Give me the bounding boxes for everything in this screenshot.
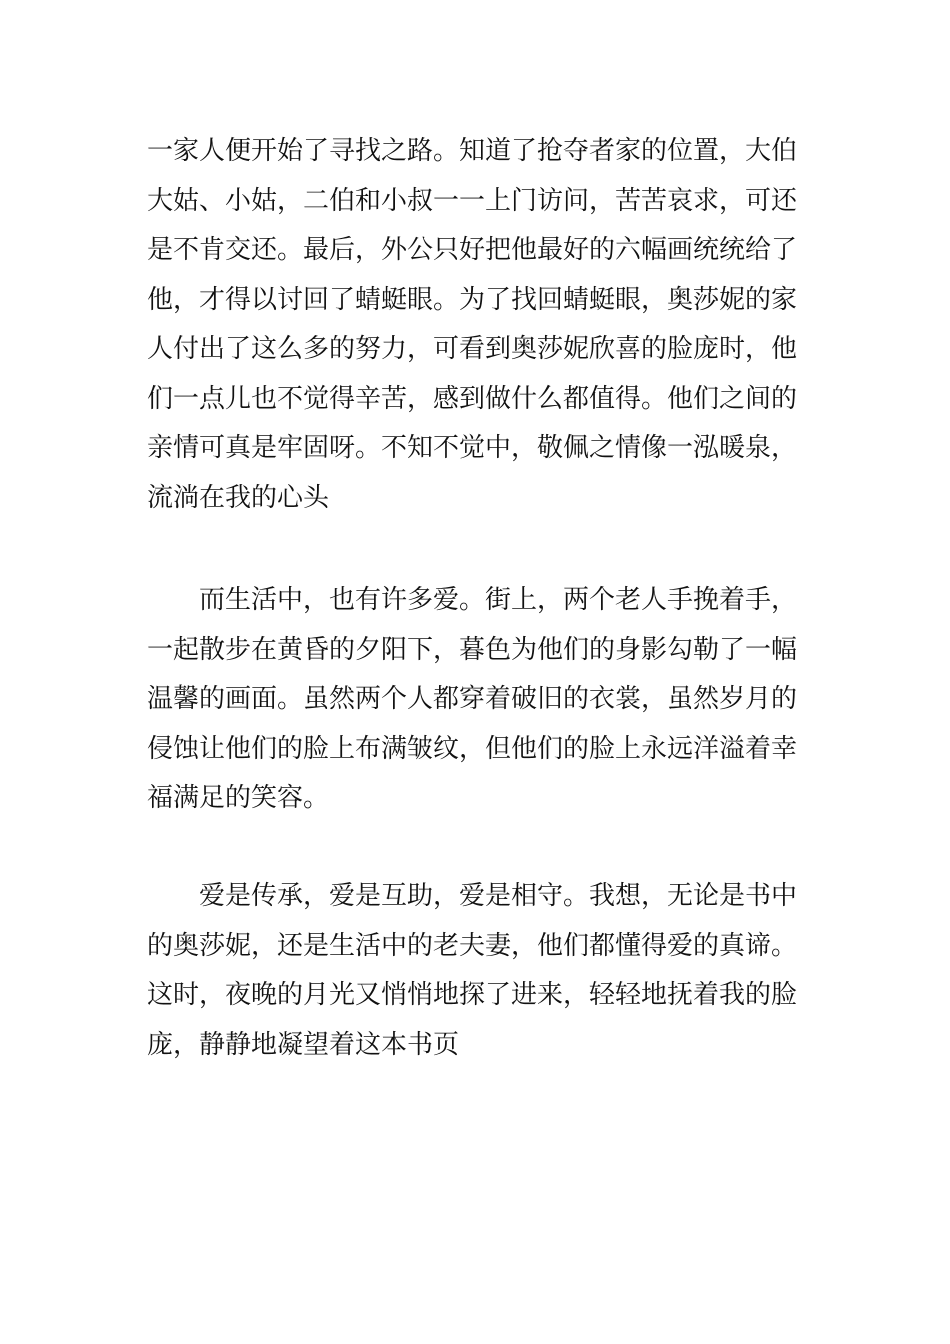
text-line: 人付出了这么多的努力，可看到奥莎妮欣喜的脸庞时，他 xyxy=(147,334,798,364)
text-line: 一起散步在黄昏的夕阳下，暮色为他们的身影勾勒了一幅 xyxy=(147,634,798,665)
text-line: 福满足的笑容。 xyxy=(147,783,330,813)
text-line: 一家人便开始了寻找之路。知道了抢夺者家的位置，大伯 xyxy=(147,136,798,166)
text-line: 这时，夜晚的月光又悄悄地探了进来，轻轻地抚着我的脸 xyxy=(147,980,798,1010)
text-line: 是不肯交还。最后，外公只好把他最好的六幅画统统给了 xyxy=(147,235,798,265)
paragraph-1 xyxy=(147,127,817,523)
text-line: 侵蚀让他们的脸上布满皱纹，但他们的脸上永远洋溢着幸 xyxy=(147,733,798,764)
text-line: 而生活中，也有许多爱。街上，两个老人手挽着手， xyxy=(199,585,798,615)
paragraph-3 xyxy=(147,872,817,1070)
text-line: 流淌在我的心头 xyxy=(147,482,330,513)
paragraph-2 xyxy=(147,576,817,824)
text-line: 亲情可真是牢固呀。不知不觉中，敬佩之情像一泓暖泉， xyxy=(147,433,798,463)
text-line: 他，才得以讨回了蜻蜓眼。为了找回蜻蜓眼，奥莎妮的家 xyxy=(147,284,798,315)
text-line: 温馨的画面。虽然两个人都穿着破旧的衣裳，虽然岁月的 xyxy=(147,684,798,714)
text-line: 庞，静静地凝望着这本书页 xyxy=(147,1029,460,1060)
text-line: 们一点儿也不觉得辛苦，感到做什么都值得。他们之间的 xyxy=(147,383,798,414)
text-line: 的奥莎妮，还是生活中的老夫妻，他们都懂得爱的真谛。 xyxy=(147,930,798,961)
text-line: 爱是传承，爱是互助，爱是相守。我想，无论是书中 xyxy=(199,881,798,911)
text-line: 大姑、小姑，二伯和小叔一一上门访问，苦苦哀求，可还 xyxy=(147,185,798,216)
